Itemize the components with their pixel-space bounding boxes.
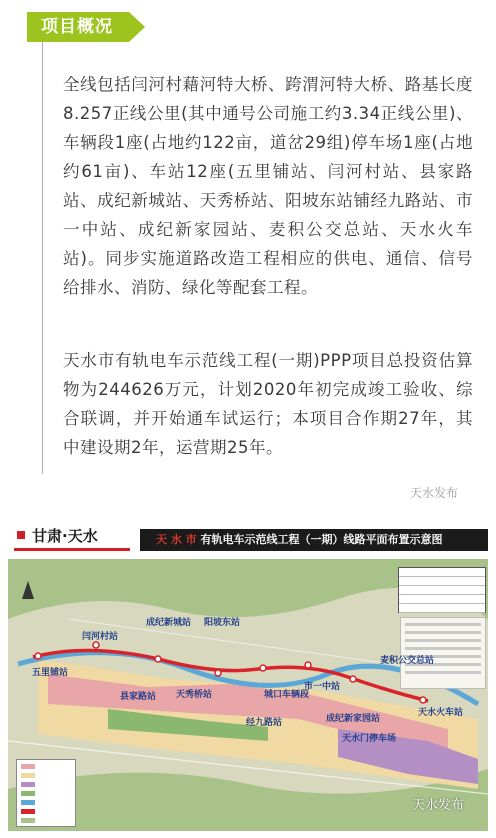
legend-swatch	[21, 791, 35, 796]
spec-table-row	[399, 595, 485, 604]
station-label: 天秀桥站	[176, 690, 213, 700]
station-marker	[305, 662, 311, 668]
watermark: 天水发布	[410, 486, 459, 500]
station-label: 县家路站	[120, 692, 157, 702]
station-marker	[260, 665, 266, 671]
section-frame-line	[42, 42, 43, 474]
badge-arrow-icon	[129, 12, 145, 42]
region-dot-icon	[17, 531, 25, 539]
station-label: 麦积公交总站	[380, 656, 435, 666]
overview-paragraph: 全线包括闫河村藉河特大桥、跨渭河特大桥、路基长度8.257正线公里(其中通号公司施工约3.34正线公里)、车辆段1座(占地约122亩，道岔29组)停车场1座(占地约61亩)、车站12座(五里铺站、闫河村站、县家路站、成纪新城站、天秀桥站、阳坡东站铺经九路站、市一中站、成纪新家园站、麦积公交总站、天水火车站)。同步实施道路改造工程相应的供电、通信、信号给排水、消防、绿化等配套工程。	[63, 75, 473, 297]
notes-line	[405, 623, 481, 626]
station-marker	[350, 676, 356, 682]
legend-swatch	[21, 800, 35, 805]
spec-table-row	[399, 604, 485, 613]
region-label	[14, 521, 130, 551]
investment-paragraph: 天水市有轨电车示范线工程(一期)PPP项目总投资估算物为244626万元，计划2020年初完成竣工验收、综合联调，并开始通车试运行；本项目合作期27年，其中建设期2年，运营期25年。	[63, 351, 473, 457]
legend-swatch	[21, 782, 35, 787]
spec-table	[398, 567, 486, 613]
station-marker	[35, 653, 41, 659]
station-label: 五里铺站	[32, 668, 69, 678]
legend-box	[16, 759, 76, 827]
north-arrow-icon	[22, 581, 34, 599]
station-label: 成纪新家园站	[326, 714, 381, 724]
station-label: 天水门停车场	[342, 734, 397, 744]
station-marker	[420, 697, 426, 703]
station-label: 天水火车站	[418, 708, 464, 718]
map-title-text: 有轨电车示范线工程（一期）线路平面布置示意图	[200, 533, 443, 546]
station-label: 成纪新城站	[146, 618, 192, 628]
legend-swatch	[21, 818, 35, 823]
route-map-image	[8, 519, 488, 831]
notes-line	[405, 639, 481, 642]
station-marker	[93, 642, 99, 648]
region-label-text: 甘肃·天水	[32, 527, 98, 545]
spec-table-row	[399, 577, 485, 586]
map-title	[140, 529, 488, 551]
map-header	[8, 519, 488, 559]
notes-line	[405, 647, 481, 650]
station-marker	[155, 656, 161, 662]
map-watermark: 天水发布	[412, 798, 465, 813]
spec-table-row	[399, 586, 485, 595]
station-label: 城口车辆段	[264, 690, 310, 700]
notes-line	[405, 631, 481, 634]
station-label: 阳坡东站	[204, 618, 241, 628]
spec-table-row	[399, 568, 485, 577]
notes-line	[405, 671, 481, 674]
map-title-city: 天 水 市	[156, 533, 197, 546]
station-marker	[215, 670, 221, 676]
legend-swatch	[21, 809, 35, 814]
legend-swatch	[21, 773, 35, 778]
station-label: 闫河村站	[82, 632, 119, 642]
station-label: 市一中站	[304, 682, 341, 692]
station-label: 经九路站	[246, 718, 283, 728]
legend-swatch	[21, 764, 35, 769]
section-header-badge: 项目概况	[27, 12, 129, 42]
